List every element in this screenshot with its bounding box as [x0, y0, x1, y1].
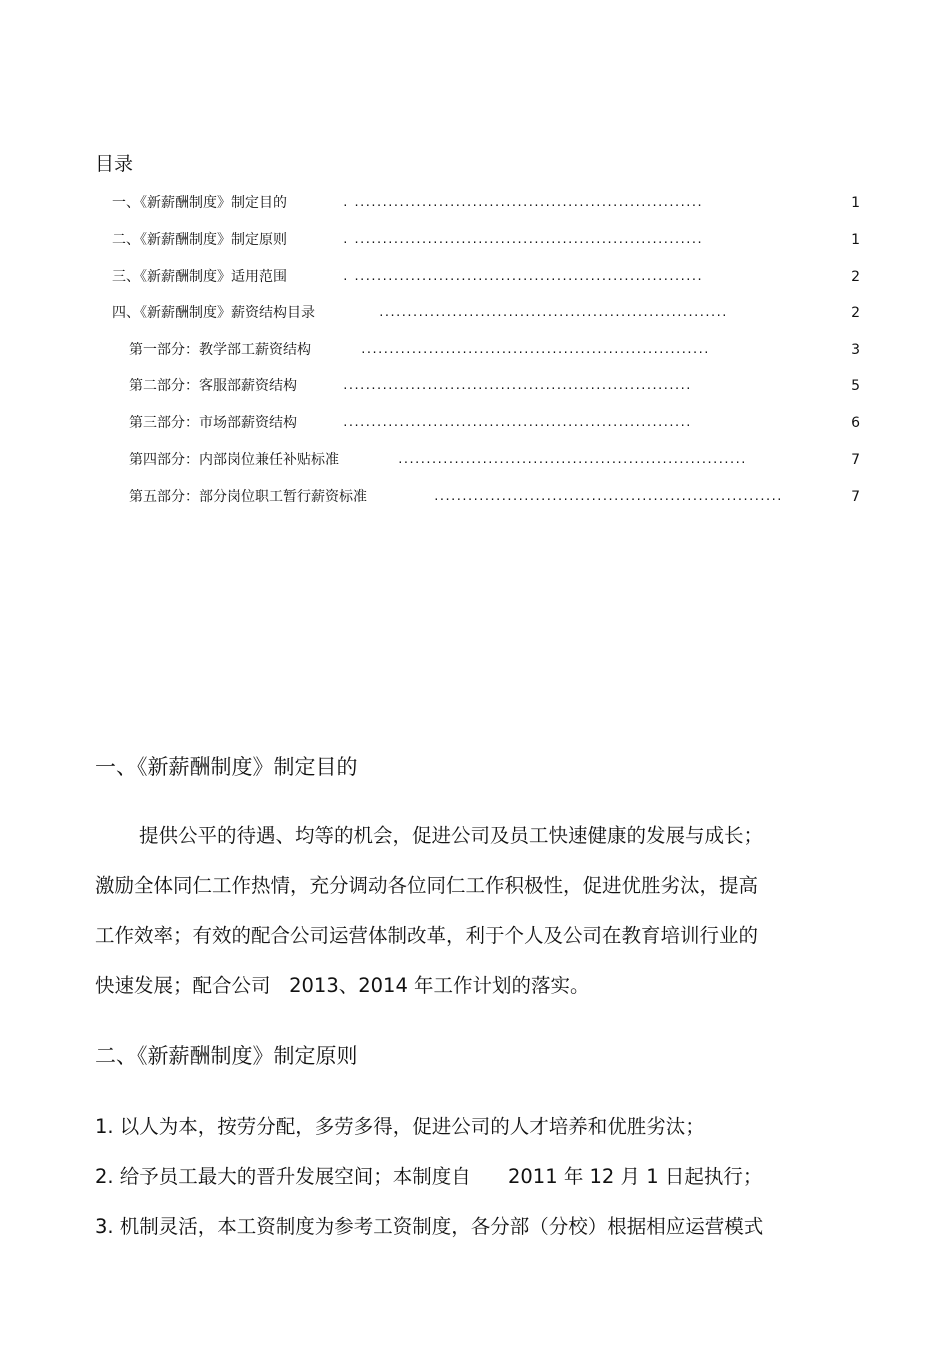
toc-entry-label: 三、《新薪酬制度》适用范围 [112, 269, 287, 285]
toc-entry[interactable] [129, 339, 872, 361]
toc-entry[interactable] [112, 192, 872, 214]
toc-entry-label: 第三部分：市场部薪资结构 [129, 415, 297, 431]
toc-entry-page: 1 [851, 195, 860, 211]
section-heading: 一、《新薪酬制度》制定目的 [95, 755, 358, 779]
toc-entry-label: 第一部分：教学部工薪资结构 [129, 342, 311, 358]
toc-entry[interactable] [112, 302, 872, 324]
paragraph-line: 激励全体同仁工作热情，充分调动各位同仁工作积极性，促进优胜劣汰，提高 [95, 874, 759, 897]
toc-entry-page: 2 [851, 269, 860, 285]
toc-entry-dots: .............................................................. [378, 306, 727, 319]
toc-entry-label: 第五部分：部分岗位职工暂行薪资标准 [129, 489, 367, 505]
toc-entry-page: 3 [851, 342, 860, 358]
toc-entry-dots: .............................................................. [342, 416, 691, 429]
toc-entry-page: 2 [851, 305, 860, 321]
toc-entry-dots: .............................................................. [397, 453, 746, 466]
toc-entry-page: 7 [851, 489, 860, 505]
toc-entry-dots: .............................................................. [342, 379, 691, 392]
paragraph-line: 工作效率；有效的配合公司运营体制改革，利于个人及公司在教育培训行业的 [95, 924, 759, 947]
toc-title: 目录 [95, 153, 134, 175]
toc-entry[interactable] [129, 375, 872, 397]
toc-entry-label: 二、《新薪酬制度》制定原则 [112, 232, 287, 248]
toc-entry-page: 7 [851, 452, 860, 468]
toc-entry[interactable] [112, 229, 872, 251]
toc-entry[interactable] [129, 449, 872, 471]
toc-entry-dots: .............................................................. [360, 343, 709, 356]
list-item: 1. 以人为本，按劳分配，多劳多得，促进公司的人才培养和优胜劣汰； [95, 1115, 705, 1138]
toc-entry-label: 一、《新薪酬制度》制定目的 [112, 195, 287, 211]
toc-entry[interactable] [129, 412, 872, 434]
paragraph-line: 提供公平的待遇、均等的机会，促进公司及员工快速健康的发展与成长； [139, 824, 764, 847]
toc-entry-dots: . .............................................................. [342, 233, 702, 246]
toc-entry-dots: . .............................................................. [342, 196, 702, 209]
paragraph-line: 快速发展；配合公司 2013、2014 年工作计划的落实。 [95, 974, 590, 997]
toc-entry-dots: .............................................................. [433, 490, 782, 503]
toc-entry-label: 四、《新薪酬制度》薪资结构目录 [112, 305, 315, 321]
toc-entry-dots: . .............................................................. [342, 270, 702, 283]
list-item: 3. 机制灵活，本工资制度为参考工资制度，各分部（分校）根据相应运营模式 [95, 1215, 764, 1238]
list-item: 2. 给予员工最大的晋升发展空间；本制度自 2011 年 12 月 1 日起执行； [95, 1165, 763, 1188]
toc-entry-page: 5 [851, 378, 860, 394]
toc-entry[interactable] [129, 486, 872, 508]
toc-entry[interactable] [112, 266, 872, 288]
toc-entry-page: 6 [851, 415, 860, 431]
section-heading: 二、《新薪酬制度》制定原则 [95, 1044, 358, 1068]
toc-entry-label: 第二部分：客服部薪资结构 [129, 378, 297, 394]
toc-entry-page: 1 [851, 232, 860, 248]
toc-entry-label: 第四部分：内部岗位兼任补贴标准 [129, 452, 339, 468]
